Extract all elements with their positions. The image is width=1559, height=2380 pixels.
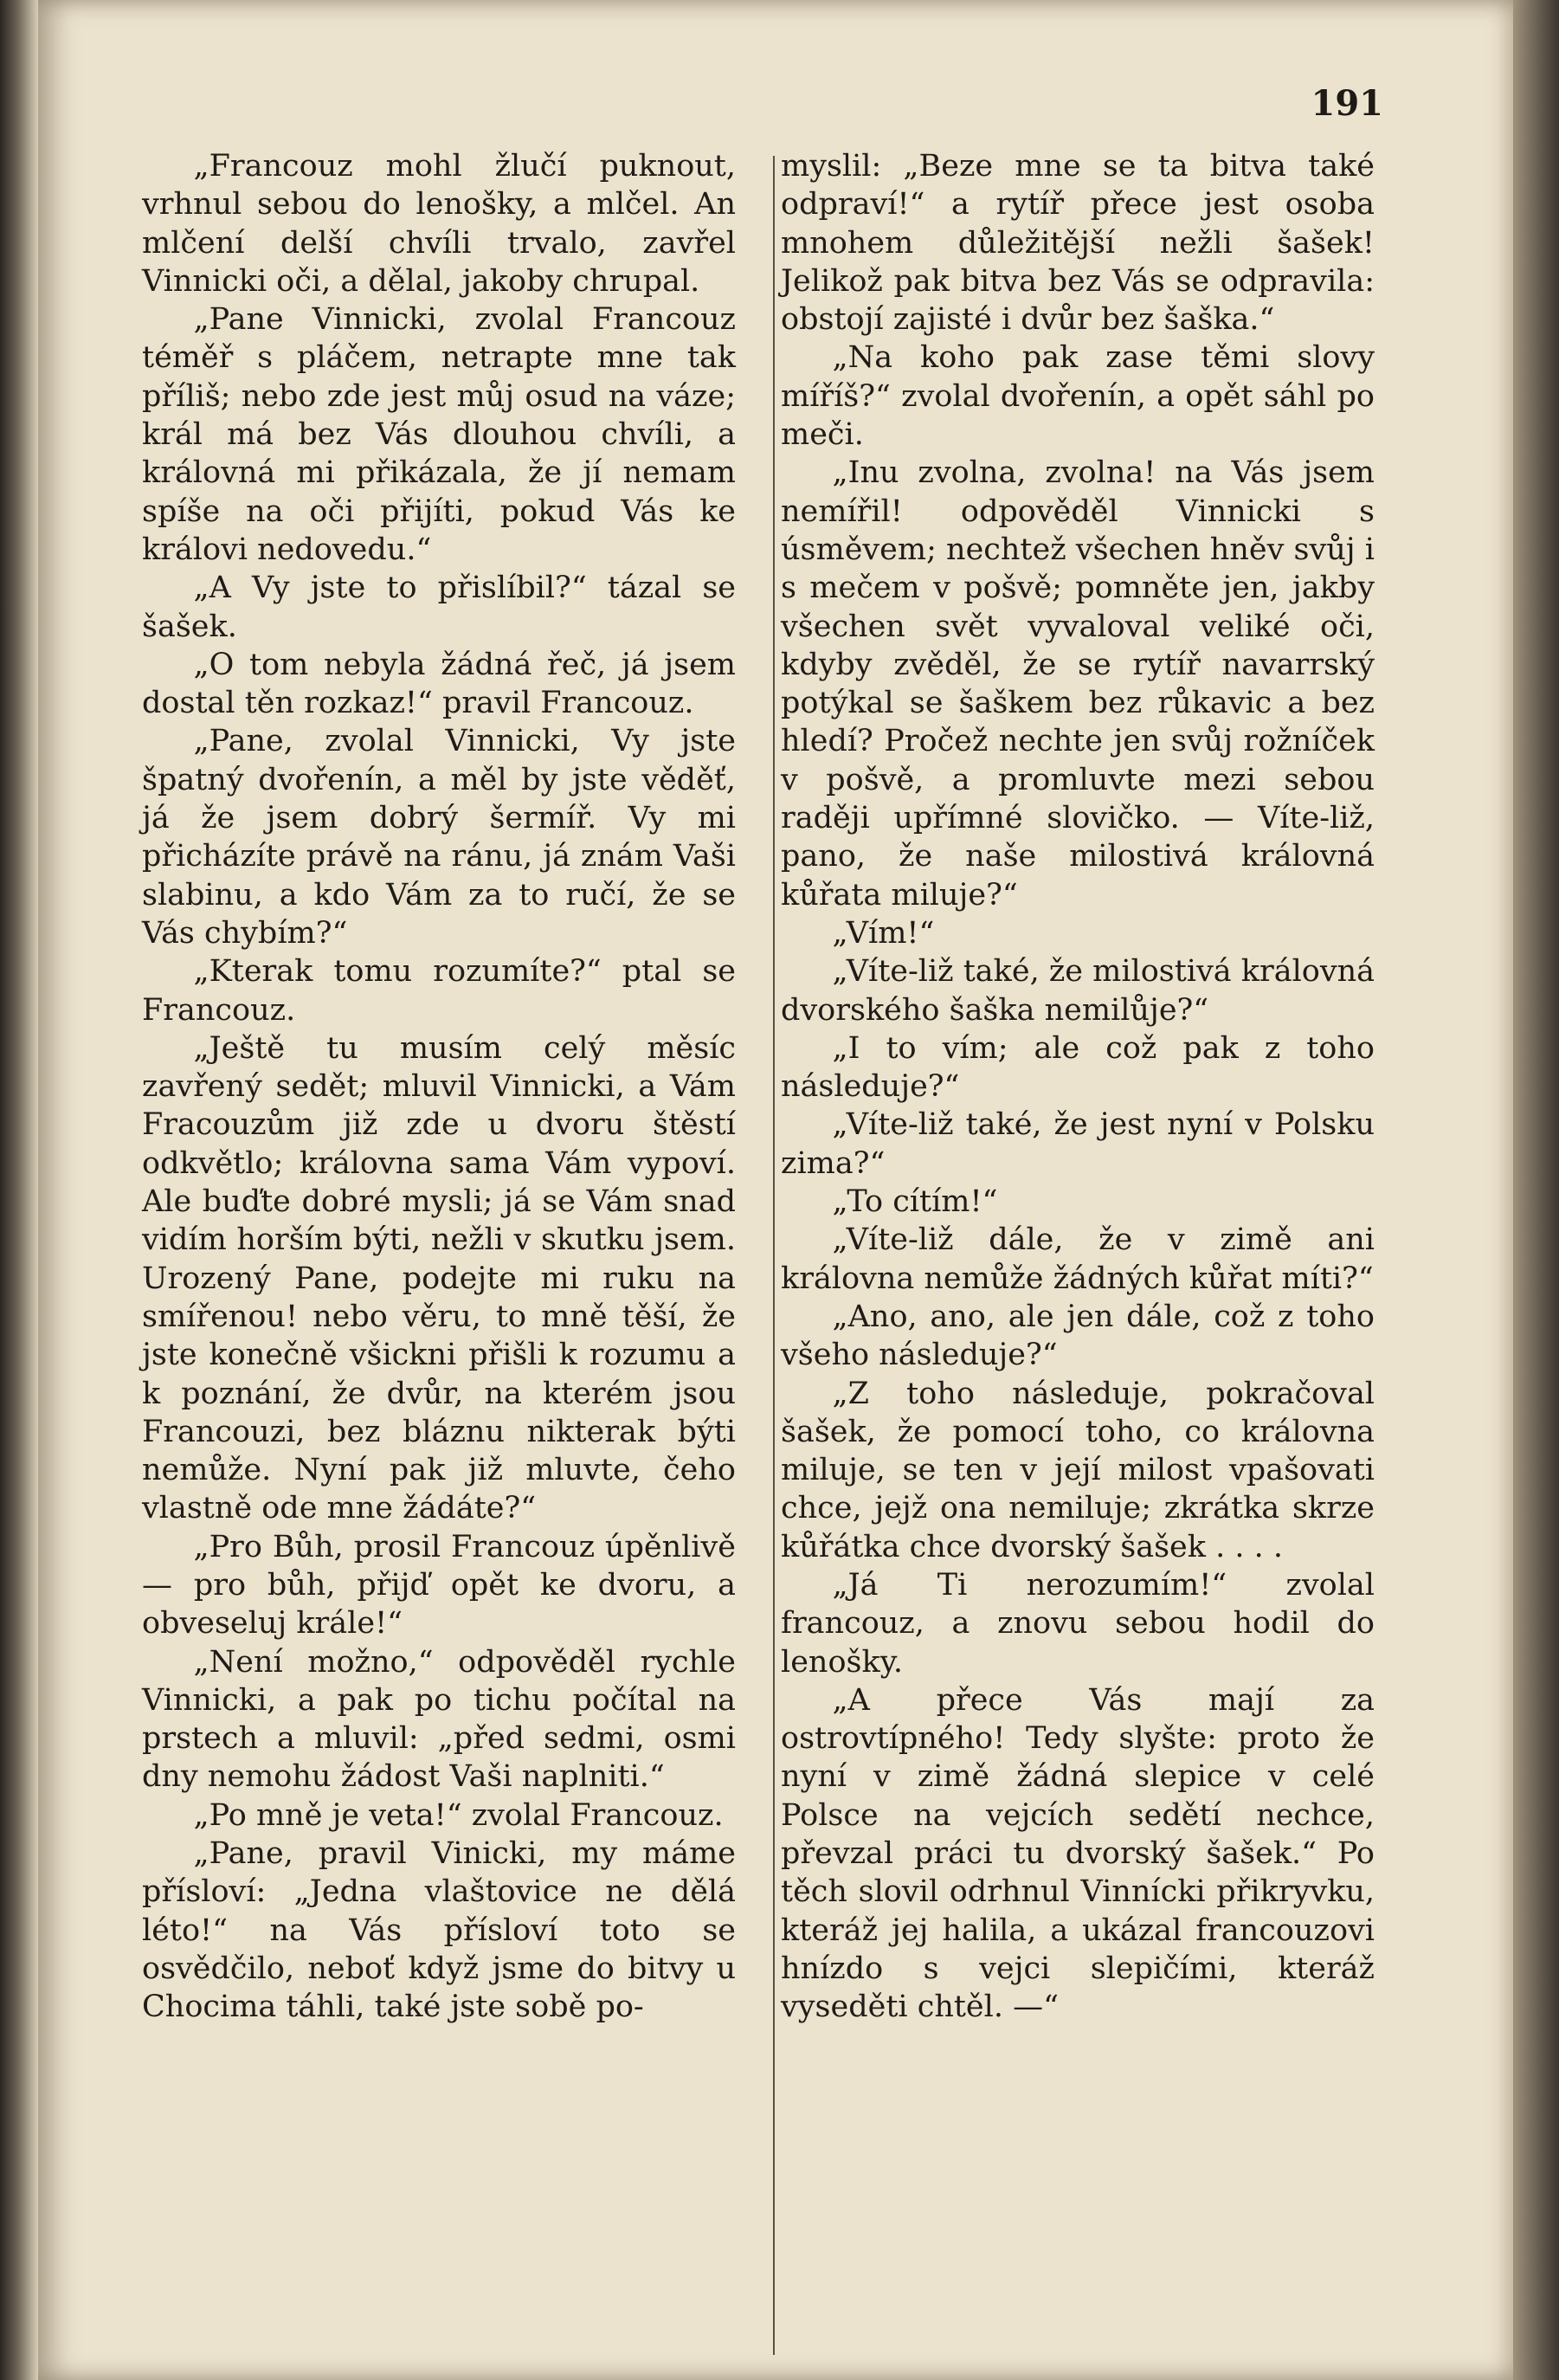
book-spine <box>0 0 38 2380</box>
paragraph: „Pane, zvolal Vinnicki, Vy jste špatný dvořenín, a měl by jste věděť, já že jsem dobrý šermíř. Vy mi přicházíte právě na ránu, já znám Vaši slabinu, a kdo Vám za to ručí, že se Vás chybím?“ <box>142 724 736 951</box>
column-divider <box>773 156 775 2355</box>
paragraph: „Já Ti nerozumím!“ zvolal francouz, a znovu sebou hodil do lenošky. <box>781 1567 1375 1680</box>
paragraph: „O tom nebyla žádná řeč, já jsem dostal těn rozkaz!“ pravil Francouz. <box>142 647 736 721</box>
paragraph: „A Vy jste to přislíbil?“ tázal se šašek. <box>142 571 736 644</box>
paragraph: „Pro Bůh, prosil Francouz úpěnlivě — pro bůh, přijď opět ke dvoru, a obveseluj krále!“ <box>142 1529 736 1641</box>
paragraph: „Z toho následuje, pokračoval šašek, že pomocí toho, co královna miluje, se ten v její milost vpašovati chce, jejž ona nemiluje; zkrátka skrze kůřátka chce dvorský šašek . . . . <box>781 1376 1375 1564</box>
left-column <box>142 147 736 2027</box>
page-number: 191 <box>1311 83 1383 124</box>
right-column <box>781 147 1375 2027</box>
paragraph: „Víte-liž také, že milostivá královná dvorského šaška nemilůje?“ <box>781 954 1375 1028</box>
paragraph: „Po mně je veta!“ zvolal Francouz. <box>193 1797 724 1833</box>
paragraph: „Pane Vinnicki, zvolal Francouz téměř s pláčem, netrapte mne tak příliš; nebo zde jest můj osud na váze; král má bez Vás dlouhou chvíli, a královná mi přikázala, že jí nemam spíše na oči přijíti, pokud Vás ke královi nedovedu.“ <box>142 302 736 567</box>
paragraph: „Víte-liž také, že jest nyní v Polsku zima?“ <box>781 1107 1375 1181</box>
paragraph: „To cítím!“ <box>832 1184 998 1220</box>
paragraph: „Vím!“ <box>832 915 935 951</box>
paragraph: „Ještě tu musím celý měsíc zavřený sedět; mluvil Vinnicki, a Vám Fracouzům již zde u dvoru štěstí odkvětlo; královna sama Vám vypoví. Ale buďte dobré mysli; já se Vám snad vidím horším býti, nežli v skutku jsem. Urozený Pane, podejte mi ruku na smířenou! nebo věru, to mně těší, že jste konečně všickni přišli k rozumu a k poznání, že dvůr, na kterém jsou Francouzi, bez bláznu nikterak býti nemůže. Nyní pak již mluvte, čeho vlastně ode mne žádáte?“ <box>142 1030 736 1526</box>
paragraph: „Není možno,“ odpověděl rychle Vinnicki, a pak po tichu počítal na prstech a mluvil: „před sedmi, osmi dny nemohu žádost Vaši naplniti.“ <box>142 1644 736 1795</box>
paragraph: „Pane, pravil Vinicki, my máme přísloví: „Jedna vlaštovice ne dělá léto!“ na Vás přísloví toto se osvědčilo, neboť když jsme do bitvy u Chocima táhli, také jste sobě po- <box>142 1836 736 2025</box>
paragraph: „A přece Vás mají za ostrovtípného! Tedy slyšte: proto že nyní v zimě žádná slepice v celé Polsce na vejcích sedětí nechce, převzal práci tu dvorský šašek.“ Po těch slovil odrhnul Vinnícki přikryvku, kteráž jej halila, a ukázal francouzovi hnízdo s vejci slepičími, kteráž vyseděti chtěl. —“ <box>781 1682 1375 2025</box>
page-edge <box>1513 0 1559 2380</box>
paragraph: „Francouz mohl žlučí puknout, vrhnul sebou do lenošky, a mlčel. An mlčení delší chvíli trvalo, zavřel Vinnicki oči, a dělal, jakoby chrupal. <box>142 149 736 299</box>
paragraph: myslil: „Beze mne se ta bitva také odpraví!“ a rytíř přece jest osoba mnohem důležitější nežli šašek! Jelikož pak bitva bez Vás se odpravila: obstojí zajisté i dvůr bez šaška.“ <box>781 149 1375 338</box>
paragraph: „Inu zvolna, zvolna! na Vás jsem nemířil! odpověděl Vinnicki s úsměvem; nechtež všechen hněv svůj i s mečem v pošvě; pomněte jen, jakby všechen svět vyvaloval veliké oči, kdyby zvěděl, že se rytíř navarrský potýkal se šaškem bez růkavic a bez hledí? Pročež nechte jen svůj rožníček v pošvě, a promluvte mezi sebou raději upřímné slovičko. — Víte-liž, pano, že naše milostivá královná kůřata miluje?“ <box>781 455 1375 913</box>
paragraph: „I to vím; ale což pak z toho následuje?“ <box>781 1030 1375 1105</box>
paragraph: „Ano, ano, ale jen dále, což z toho všeho následuje?“ <box>781 1299 1375 1373</box>
paragraph: „Na koho pak zase těmi slovy míříš?“ zvolal dvořenín, a opět sáhl po meči. <box>781 340 1375 453</box>
paragraph: „Kterak tomu rozumíte?“ ptal se Francouz. <box>142 954 736 1028</box>
paragraph: „Víte-liž dále, že v zimě ani královna nemůže žádných kůřat míti?“ <box>781 1222 1375 1296</box>
